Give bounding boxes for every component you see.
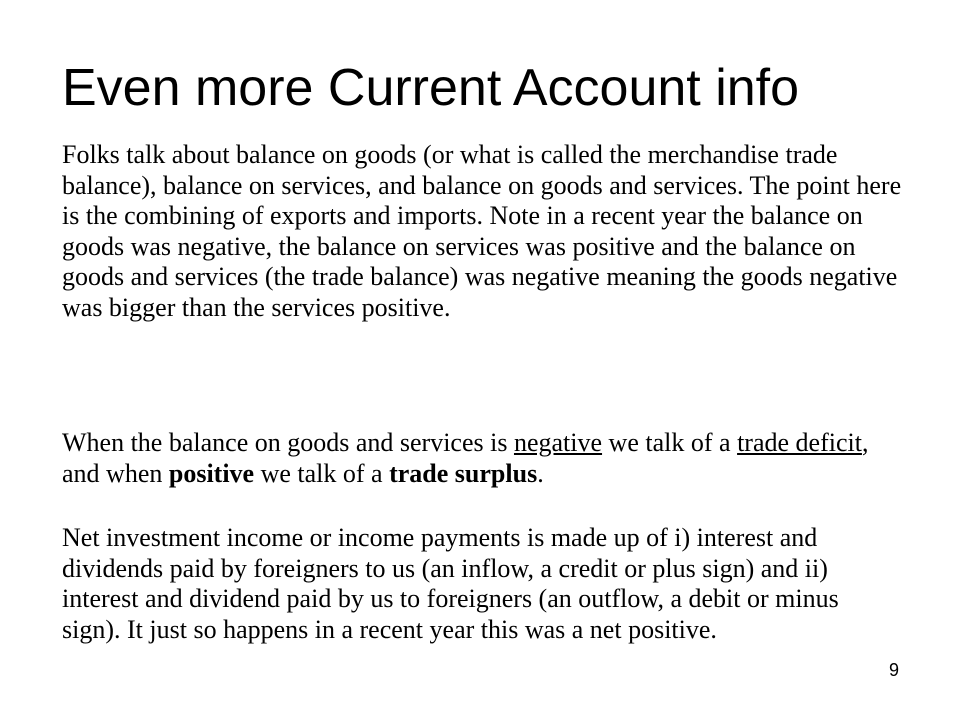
text-segment: , and when — [62, 428, 869, 488]
paragraph-net-investment-income: Net investment income or income payments is made up of i) interest and dividends paid by foreigners to us (an inflow, a credit or plus sign) and ii) interest and dividend paid by us to foreigners (an outflow, a debit or minus sign). It just so happens in a recent year this was a net positive. — [62, 523, 839, 644]
bold-term-trade-surplus: trade surplus — [389, 458, 538, 488]
text-segment: we talk of a — [602, 428, 738, 457]
paragraph-balances: Folks talk about balance on goods (or what is called the merchandise trade balance), balance on services, and balance on goods and services. The point here is the combining of exports and imports. Note in a recent year the balance on goods was negative, the balance on services was positive and the balance on goods and services (the trade balance) was negative meaning the goods negative was bigger than the services positive. — [62, 140, 902, 322]
page-number: 9 — [889, 660, 900, 680]
text-segment: When the balance on goods and services is — [62, 428, 514, 457]
text-segment: . — [537, 458, 544, 488]
underlined-term-trade-deficit: trade deficit — [737, 428, 862, 457]
text-segment: we talk of a — [254, 458, 390, 488]
underlined-term-negative: negative — [513, 428, 603, 457]
paragraph-trade-deficit-surplus — [62, 428, 902, 489]
bold-term-positive: positive — [168, 458, 255, 488]
slide-title: Even more Current Account info — [62, 59, 800, 117]
